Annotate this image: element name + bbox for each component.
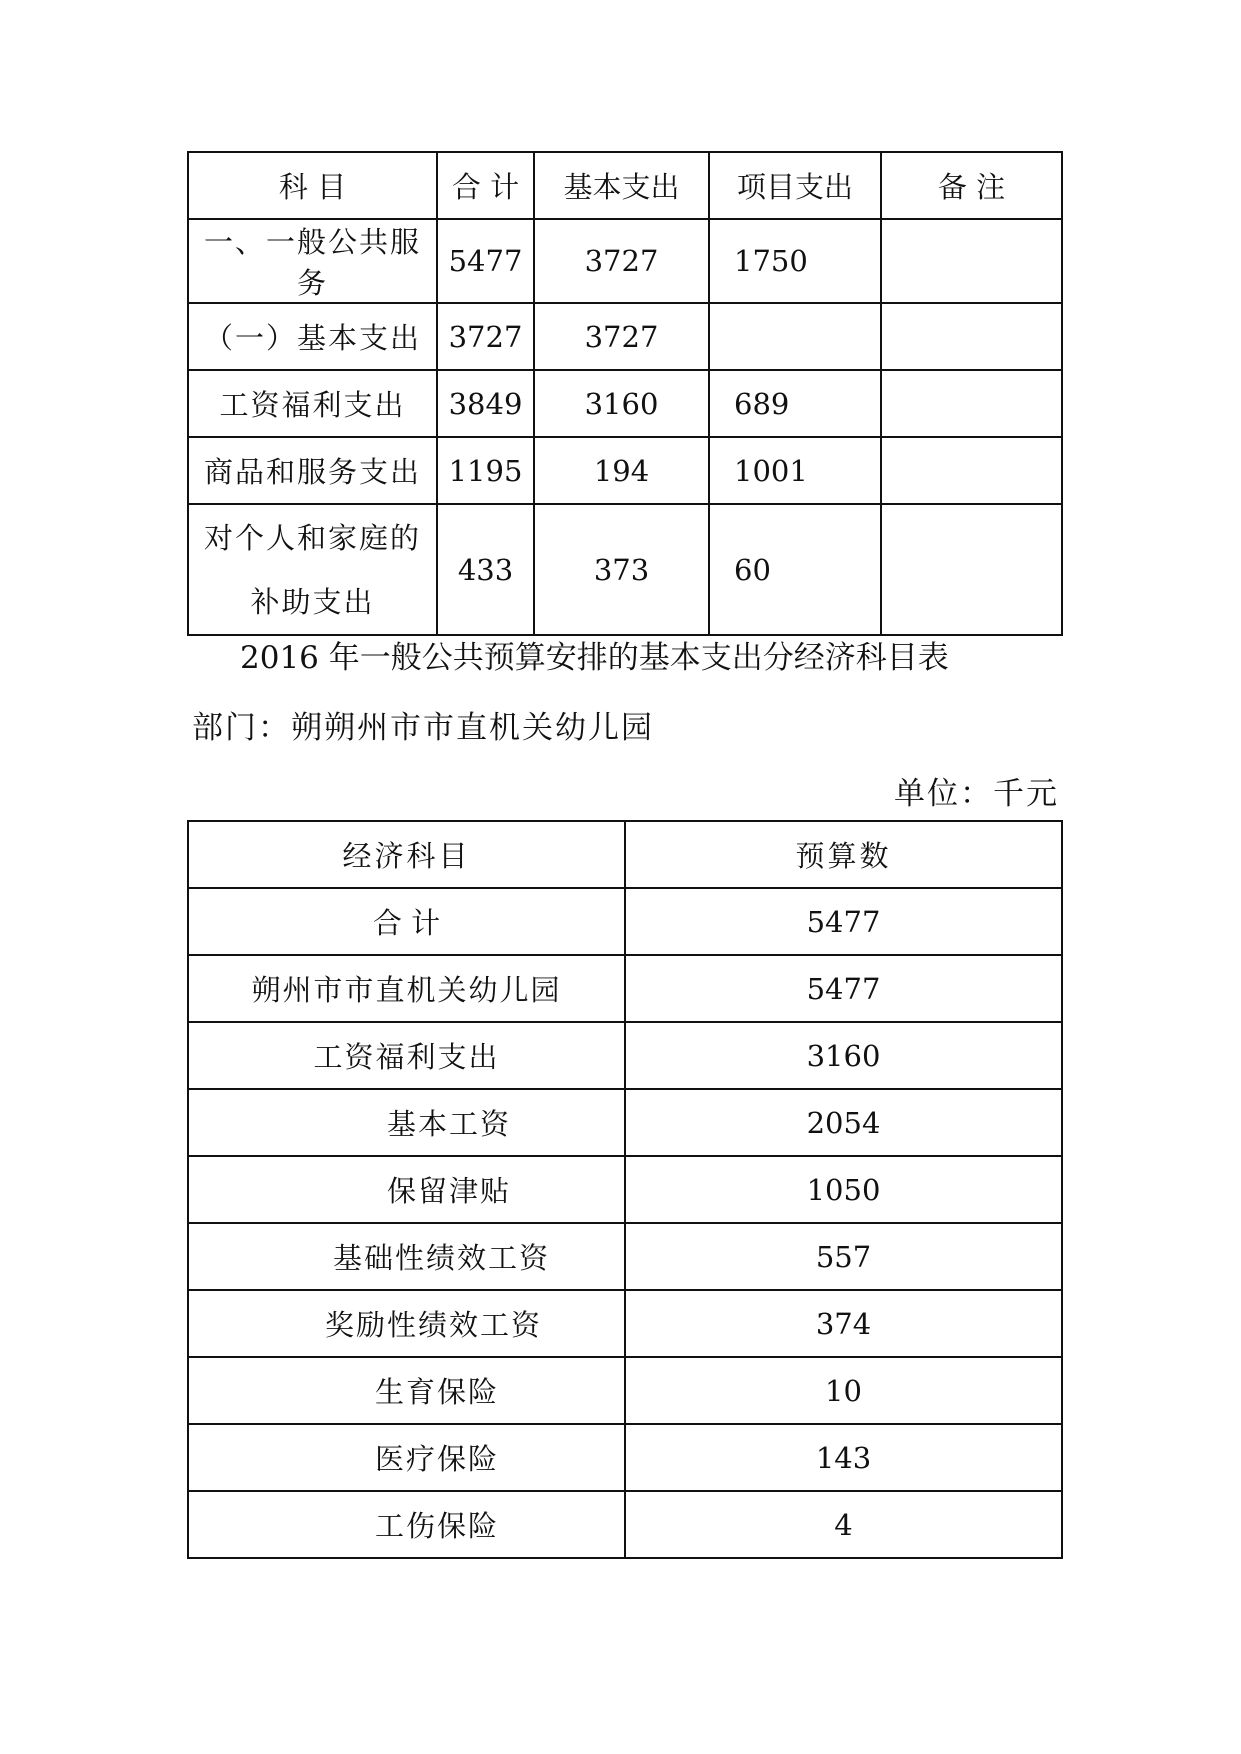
cell-economic-subject: 医疗保险 — [188, 1424, 625, 1491]
table-row — [188, 303, 1062, 370]
header-remarks: 备 注 — [881, 152, 1062, 219]
cell-project: 1750 — [709, 219, 881, 303]
table-row — [188, 1357, 1062, 1424]
cell-budget-amount: 2054 — [625, 1089, 1062, 1156]
cell-project: 60 — [709, 504, 881, 635]
cell-economic-subject: 工伤保险 — [188, 1491, 625, 1558]
cell-economic-subject: 朔州市市直机关幼儿园 — [188, 955, 625, 1022]
cell-economic-subject: 工资福利支出 — [188, 1022, 625, 1089]
table-header-row — [188, 152, 1062, 219]
cell-basic: 194 — [534, 437, 709, 504]
table-row — [188, 1156, 1062, 1223]
table-row — [188, 504, 1062, 635]
cell-economic-subject: 生育保险 — [188, 1357, 625, 1424]
table-header-row — [188, 821, 1062, 888]
cell-budget-amount: 10 — [625, 1357, 1062, 1424]
cell-subject: 对个人和家庭的补助支出 — [188, 504, 437, 635]
cell-budget-amount: 557 — [625, 1223, 1062, 1290]
cell-subject: 商品和服务支出 — [188, 437, 437, 504]
cell-economic-subject: 保留津贴 — [188, 1156, 625, 1223]
cell-remarks — [881, 504, 1062, 635]
header-total: 合 计 — [437, 152, 534, 219]
table-row — [188, 955, 1062, 1022]
cell-budget-amount: 5477 — [625, 955, 1062, 1022]
unit-label: 单位：千元 — [894, 776, 1059, 812]
header-basic-expense: 基本支出 — [534, 152, 709, 219]
cell-basic: 3727 — [534, 303, 709, 370]
budget-summary-table — [187, 151, 1063, 636]
cell-economic-subject: 基本工资 — [188, 1089, 625, 1156]
table-caption: 2016 年一般公共预算安排的基本支出分经济科目表 — [240, 640, 949, 676]
header-project-expense: 项目支出 — [709, 152, 881, 219]
cell-remarks — [881, 437, 1062, 504]
cell-total: 433 — [437, 504, 534, 635]
cell-basic: 3160 — [534, 370, 709, 437]
cell-remarks — [881, 370, 1062, 437]
cell-economic-subject: 基础性绩效工资 — [188, 1223, 625, 1290]
table-row — [188, 370, 1062, 437]
cell-total: 3727 — [437, 303, 534, 370]
cell-budget-amount: 1050 — [625, 1156, 1062, 1223]
header-subject: 科 目 — [188, 152, 437, 219]
cell-subject: （一）基本支出 — [188, 303, 437, 370]
table-row — [188, 1290, 1062, 1357]
table-row — [188, 437, 1062, 504]
table-row — [188, 1089, 1062, 1156]
cell-total: 3849 — [437, 370, 534, 437]
table-row — [188, 1223, 1062, 1290]
cell-project: 689 — [709, 370, 881, 437]
table-row — [188, 219, 1062, 303]
economic-subject-table — [187, 820, 1063, 1559]
cell-budget-amount: 5477 — [625, 888, 1062, 955]
cell-basic: 3727 — [534, 219, 709, 303]
table-row — [188, 1424, 1062, 1491]
cell-project: 1001 — [709, 437, 881, 504]
cell-total: 5477 — [437, 219, 534, 303]
cell-remarks — [881, 219, 1062, 303]
cell-budget-amount: 143 — [625, 1424, 1062, 1491]
cell-basic: 373 — [534, 504, 709, 635]
cell-budget-amount: 4 — [625, 1491, 1062, 1558]
cell-project — [709, 303, 881, 370]
cell-budget-amount: 374 — [625, 1290, 1062, 1357]
department-label: 部门：朔朔州市市直机关幼儿园 — [192, 710, 654, 746]
cell-total: 1195 — [437, 437, 534, 504]
cell-economic-subject: 奖励性绩效工资 — [188, 1290, 625, 1357]
cell-budget-amount: 3160 — [625, 1022, 1062, 1089]
table-row — [188, 888, 1062, 955]
cell-economic-subject: 合 计 — [188, 888, 625, 955]
cell-subject: 工资福利支出 — [188, 370, 437, 437]
table-row — [188, 1022, 1062, 1089]
cell-subject: 一、一般公共服务 — [188, 219, 437, 303]
header-economic-subject: 经济科目 — [188, 821, 625, 888]
cell-remarks — [881, 303, 1062, 370]
table-row — [188, 1491, 1062, 1558]
header-budget-amount: 预算数 — [625, 821, 1062, 888]
